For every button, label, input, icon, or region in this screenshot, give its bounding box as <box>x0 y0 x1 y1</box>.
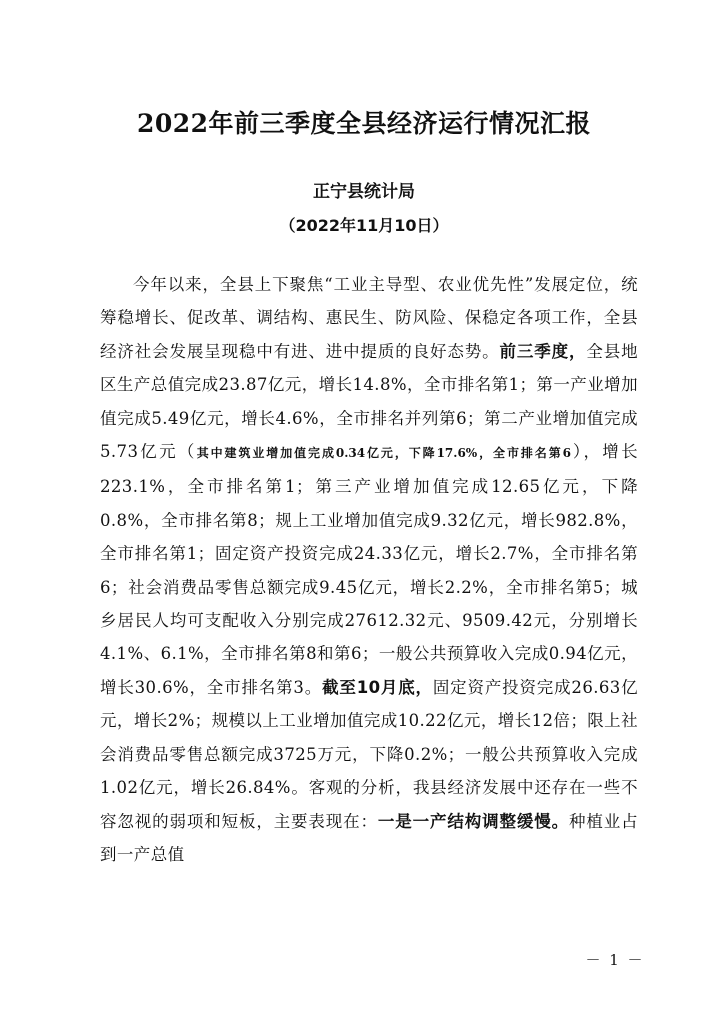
author-organization: 正宁县统计局 <box>313 182 415 202</box>
report-date: （2022年11月10日） <box>279 216 449 235</box>
heading-october: 截至10月底， <box>322 677 433 697</box>
page-number: － 1 － <box>585 951 645 969</box>
point-one-text: 种植业占到一产总值 <box>100 811 638 864</box>
q3-detail-text: ），增长223.1%，全市排名第1；第三产业增加值完成12.65亿元，下降0.8%，全市排名第8；规上工业增加值完成9.32亿元，增长982.8%，全市排名第1；固定资产投资完成24.33亿元，增长2.7%，全市排名第6；社会消费品零售总额完成9.45亿元，增长2.2%，全市排名第5；城乡居民人均可支配收入分别完成27612.32元、9509.42元，分别增长4.1%、6.1%，全市排名第8和第6；一般公共预算收入完成0.94亿元，增长30.6%，全市排名第3。 <box>100 442 638 697</box>
construction-note: 其中建筑业增加值完成0.34亿元，下降17.6%，全市排名第6 <box>196 446 571 461</box>
body-paragraph <box>100 268 638 871</box>
intro-text: 今年以来，全县上下聚焦“工业主导型、农业优先性”发展定位，统筹稳增长、促改革、调结构、惠民生、防风险、保稳定各项工作，全县经济社会发展呈现稳中有进、进中提质的良好态势。 <box>100 275 638 361</box>
heading-point-one: 一是一产结构调整缓慢。 <box>377 811 569 831</box>
document-title: 2022年前三季度全县经济运行情况汇报 <box>136 109 592 138</box>
q3-summary-text: 全县地区生产总值完成23.87亿元，增长14.8%，全市排名第1；第一产业增加值完成5.49亿元，增长4.6%，全市排名并列第6；第二产业增加值完成5.73亿元（ <box>100 341 639 462</box>
heading-q3: 前三季度， <box>499 341 587 361</box>
october-text: 固定资产投资完成26.63亿元，增长2%；规模以上工业增加值完成10.22亿元，增长12倍；限上社会消费品零售总额完成3725万元，下降0.2%；一般公共预算收入完成1.02亿元，增长26.84%。客观的分析，我县经济发展中还存在一些不容忽视的弱项和短板，主要表现在： <box>100 677 638 831</box>
